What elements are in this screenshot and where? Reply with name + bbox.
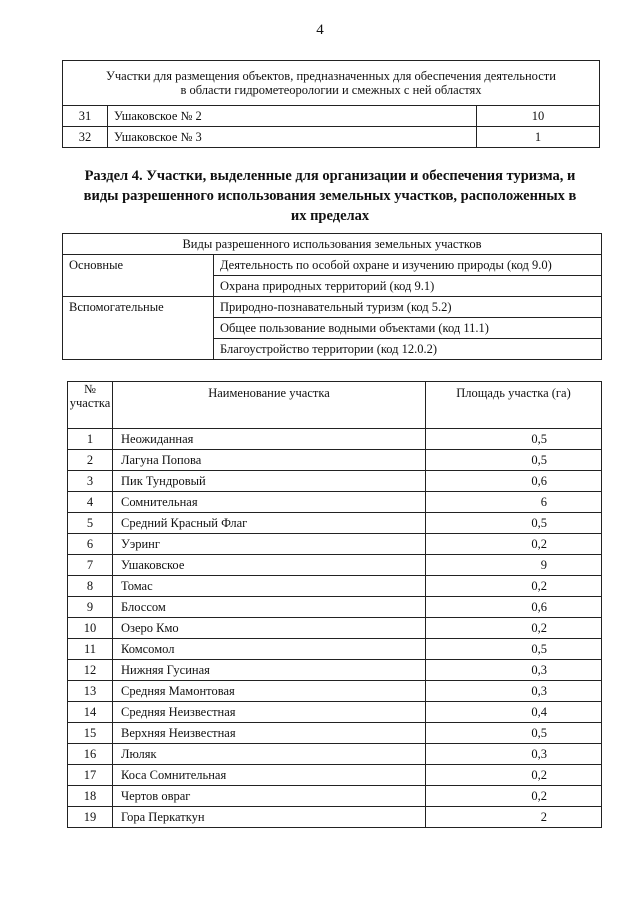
table-header-row	[68, 382, 602, 429]
permitted-uses-table	[62, 233, 602, 360]
table-row	[68, 744, 602, 765]
plot-number: 31	[63, 106, 108, 127]
plot-number: 17	[68, 765, 113, 786]
plot-name: Средний Красный Флаг	[113, 513, 426, 534]
table-row	[68, 723, 602, 744]
table-row	[68, 597, 602, 618]
table-row	[68, 450, 602, 471]
plot-area: 0,2	[426, 618, 602, 639]
plot-area: 9	[426, 555, 602, 576]
plot-name: Средняя Мамонтовая	[113, 681, 426, 702]
plot-name: Ушаковское	[113, 555, 426, 576]
plots-table-body	[68, 429, 602, 828]
table-header-row	[63, 61, 600, 106]
table-row	[63, 255, 602, 276]
plot-name: Ушаковское № 3	[108, 127, 477, 148]
plot-name: Томас	[113, 576, 426, 597]
use-item: Охрана природных территорий (код 9.1)	[214, 276, 602, 297]
plot-number: 4	[68, 492, 113, 513]
plot-number: 3	[68, 471, 113, 492]
table-row	[68, 576, 602, 597]
main-uses-label: Основные	[63, 255, 214, 297]
plot-name: Сомнительная	[113, 492, 426, 513]
table-row	[68, 765, 602, 786]
plot-area: 6	[426, 492, 602, 513]
plot-number: 7	[68, 555, 113, 576]
column-header-name: Наименование участка	[113, 382, 426, 429]
plot-number: 2	[68, 450, 113, 471]
plot-name: Пик Тундровый	[113, 471, 426, 492]
plot-name: Неожиданная	[113, 429, 426, 450]
plot-name: Озеро Кмо	[113, 618, 426, 639]
table-row	[63, 106, 600, 127]
plot-area: 0,2	[426, 765, 602, 786]
table-row	[68, 492, 602, 513]
plot-area: 0,3	[426, 744, 602, 765]
use-item: Деятельность по особой охране и изучению природы (код 9.0)	[214, 255, 602, 276]
plot-number: 32	[63, 127, 108, 148]
plot-area: 0,5	[426, 450, 602, 471]
plot-number: 6	[68, 534, 113, 555]
aux-uses-label: Вспомогательные	[63, 297, 214, 360]
plot-area: 10	[477, 106, 600, 127]
plot-number: 11	[68, 639, 113, 660]
plot-area: 0,3	[426, 660, 602, 681]
plot-number: 1	[68, 429, 113, 450]
plot-name: Уэринг	[113, 534, 426, 555]
plot-name: Комсомол	[113, 639, 426, 660]
plot-name: Верхняя Неизвестная	[113, 723, 426, 744]
plot-area: 0,6	[426, 471, 602, 492]
table-row	[68, 618, 602, 639]
table-row	[68, 639, 602, 660]
table-row	[68, 660, 602, 681]
table-header-row	[63, 234, 602, 255]
table1-header: Участки для размещения объектов, предназначенных для обеспечения деятельности в области гидрометеорологии и смежных с ней областях	[63, 61, 600, 106]
table-row	[63, 297, 602, 318]
table-row	[68, 429, 602, 450]
plot-name: Блоссом	[113, 597, 426, 618]
plot-name: Гора Перкаткун	[113, 807, 426, 828]
plot-area: 0,2	[426, 786, 602, 807]
plot-name: Ушаковское № 2	[108, 106, 477, 127]
plot-name: Нижняя Гусиная	[113, 660, 426, 681]
plot-area: 2	[426, 807, 602, 828]
table-row	[63, 127, 600, 148]
table-row	[68, 807, 602, 828]
plot-area: 0,5	[426, 723, 602, 744]
plot-area: 0,4	[426, 702, 602, 723]
plot-number: 8	[68, 576, 113, 597]
uses-header: Виды разрешенного использования земельных участков	[63, 234, 602, 255]
plot-number: 12	[68, 660, 113, 681]
plot-number: 18	[68, 786, 113, 807]
section-title: Раздел 4. Участки, выделенные для организации и обеспечения туризма, и виды разрешенного использования земельных участков, расположенных в их пределах	[83, 168, 577, 224]
plot-name: Чертов овраг	[113, 786, 426, 807]
plot-number: 9	[68, 597, 113, 618]
tourism-plots-table	[67, 381, 602, 828]
plot-area: 0,2	[426, 576, 602, 597]
table-row	[68, 681, 602, 702]
plot-area: 0,5	[426, 429, 602, 450]
table-row	[68, 534, 602, 555]
table-row	[68, 555, 602, 576]
plot-number: 19	[68, 807, 113, 828]
plot-area: 0,5	[426, 639, 602, 660]
table-row	[68, 513, 602, 534]
column-header-number: № участка	[68, 382, 113, 429]
plot-area: 0,6	[426, 597, 602, 618]
plot-number: 14	[68, 702, 113, 723]
table-row	[68, 471, 602, 492]
plot-number: 5	[68, 513, 113, 534]
plot-area: 1	[477, 127, 600, 148]
plot-name: Средняя Неизвестная	[113, 702, 426, 723]
use-item: Благоустройство территории (код 12.0.2)	[214, 339, 602, 360]
plot-area: 0,2	[426, 534, 602, 555]
table-row	[68, 702, 602, 723]
plot-number: 13	[68, 681, 113, 702]
hydromet-plots-table	[62, 60, 600, 148]
column-header-area: Площадь участка (га)	[426, 382, 602, 429]
table-row	[68, 786, 602, 807]
plot-number: 15	[68, 723, 113, 744]
use-item: Общее пользование водными объектами (код 11.1)	[214, 318, 602, 339]
plot-name: Коса Сомнительная	[113, 765, 426, 786]
plot-number: 10	[68, 618, 113, 639]
page-number: 4	[316, 22, 324, 38]
plot-area: 0,3	[426, 681, 602, 702]
plot-area: 0,5	[426, 513, 602, 534]
use-item: Природно-познавательный туризм (код 5.2)	[214, 297, 602, 318]
plot-number: 16	[68, 744, 113, 765]
plot-name: Люляк	[113, 744, 426, 765]
plot-name: Лагуна Попова	[113, 450, 426, 471]
